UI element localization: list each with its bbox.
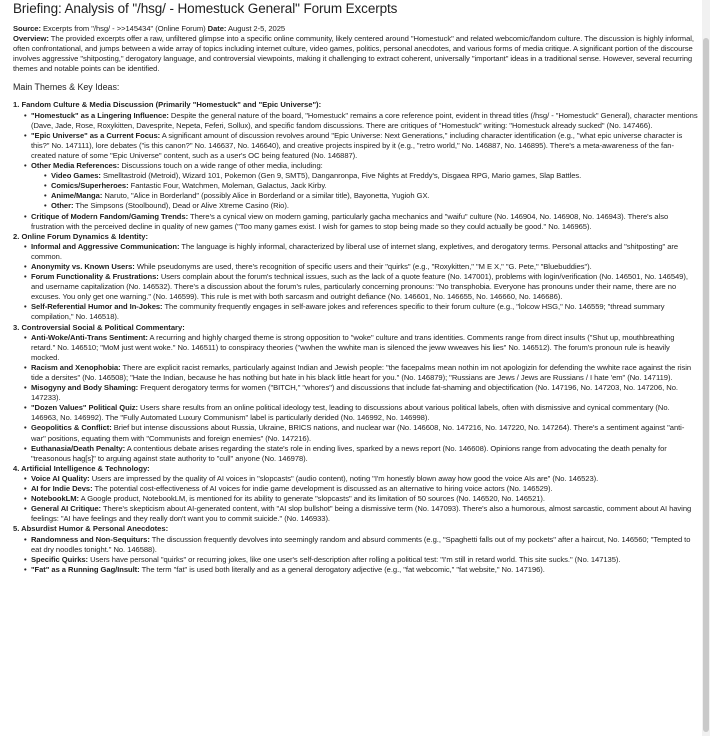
list-item <box>24 363 698 383</box>
item-text: A Google product, NotebookLM, is mentioned for its ability to generate "slopcasts" and its limitation of 50 sources (No. 146520, No. 146521). <box>78 494 545 504</box>
theme-heading: 4. Artificial Intelligence & Technology: <box>13 463 150 473</box>
item-title: Anonymity vs. Known Users: <box>31 261 135 271</box>
sub-item-text: Naruto, "Alice in Borderland" (possibly Alice in Borderland or a similar title), Bayonetta, Yugioh GX. <box>102 191 430 201</box>
item-text: The discussion frequently devolves into seemingly random and absurd comments (e.g., "Spaghetti falls out of my pockets" after a haircut, No. 146560; "Tempted to eat dry noodles tonight." No. 146588). <box>31 534 691 554</box>
item-title: "Epic Universe" as a Current Focus: <box>31 130 161 140</box>
list-item <box>24 565 698 575</box>
item-text: Brief but intense discussions about Russia, Ukraine, BRICS nations, and nuclear war (No. 146608, No. 147216, No. 147220, No. 147264). There's a sentiment against "anti-war" positions, equating them with "Communists and foreign enemies" (No. 147216). <box>31 423 685 443</box>
item-title: Specific Quirks: <box>31 554 89 564</box>
list-item <box>24 242 698 262</box>
theme-heading: 1. Fandom Culture & Media Discussion (Primarily "Homestuck" and "Epic Universe"): <box>13 100 322 110</box>
theme-section <box>13 100 698 231</box>
item-title: "Fat" as a Running Gag/Insult: <box>31 564 140 574</box>
item-title: NotebookLM: <box>31 494 79 504</box>
themes-list <box>13 100 698 574</box>
item-text: There are explicit racist remarks, particularly against Indian and Jewish people: "the facepalms mean nothin im not apologizin for defending the wwhite race against the risin tide a dersites" (No. 146508); "Hate the Indian, because he has nothing but hate in his black little heart for you." (No. 146879); "Russians are Jews / Jews are Russians / I hate 'em" (No. 147119). <box>31 362 692 382</box>
sub-item-label: Video Games: <box>51 171 101 181</box>
item-title: "Dozen Values" Political Quiz: <box>31 403 138 413</box>
item-title: Anti-Woke/Anti-Trans Sentiment: <box>31 332 148 342</box>
list-item <box>24 555 698 565</box>
theme-section <box>13 524 698 574</box>
theme-heading: 5. Absurdist Humor & Personal Anecdotes: <box>13 524 169 534</box>
list-item <box>24 161 698 211</box>
item-title: Critique of Modern Fandom/Gaming Trends: <box>31 211 189 221</box>
list-item <box>24 403 698 423</box>
item-title: General AI Critique: <box>31 504 102 514</box>
item-title: Forum Functionality & Frustrations: <box>31 272 159 282</box>
list-item <box>24 111 698 131</box>
sub-list-item <box>44 201 698 211</box>
sub-item-text: Fantastic Four, Watchmen, Moleman, Galactus, Jack Kirby. <box>128 181 327 191</box>
sub-list-item <box>44 191 698 201</box>
sub-item-label: Anime/Manga: <box>51 191 103 201</box>
item-text: Despite the general nature of the board, "Homestuck" remains a core reference point, evident in thread titles (/hsg/ - "Homestuck" General), character mentions (Dave, Jade, Rose, Roxykitten, Davesprite, Nepeta, Feferi, Sollux), and specific fandom discussions. There are critiques of "Homestuck" writing: "Homestuck already sucked" (No. 147466). <box>31 110 698 130</box>
item-text: A contentious debate arises regarding the state's role in ending lives, sparked by a news report (No. 146608). Opinions range from advocating the death penalty for "treasonous hag[s]" to arguing against state authority to "cull" anyone (No. 146978). <box>31 443 667 463</box>
list-item <box>24 333 698 363</box>
theme-heading: 3. Controversial Social & Political Commentary: <box>13 322 185 332</box>
list-item <box>24 484 698 494</box>
item-text: Users have personal "quirks" or recurring jokes, like one user's self-description after rolling a political test: "I'm still in retard world. This site sucks." (No. 147135). <box>88 554 621 564</box>
overview-paragraph <box>13 34 698 74</box>
item-text: A significant amount of discussion revolves around "Epic Universe: Next Generations," including character identification (e.g., "what epic universe character is this?" No. 147111), lore debates ("is this canon?" No. 146637, No. 146640), and creative projects inspired by it (e.g., "retro world," No. 146887, No. 146895). There's a meta-awareness of the fan-created nature of some "Epic Universe" content, such as a user's OC being featured (No. 146887). <box>31 130 683 160</box>
item-title: "Homestuck" as a Lingering Influence: <box>31 110 169 120</box>
item-text: Users complain about the forum's technical issues, such as the lack of a quote feature (No. 147001), problems with login/verification (No. 146501, No. 146549), and username capitalization (No. 146532). There's a discussion about the forum's rules, particularly concerning pronouns: "No transphobia. Everyone has pronouns under their name, there are no excuses. You only get one warning." (No. 146599). This rule is met with both sarcasm and outright defiance (No. 146601, No. 146655, No. 146660, No. 146686). <box>31 272 688 302</box>
list-item <box>24 423 698 443</box>
sub-list-item <box>44 171 698 181</box>
theme-items <box>13 535 698 575</box>
item-title: Voice AI Quality: <box>31 473 90 483</box>
list-item <box>24 494 698 504</box>
theme-section <box>13 464 698 525</box>
item-text: Users share results from an online political ideology test, leading to discussions about various political labels, often with dismissive and cynical commentary (No. 146963, No. 146992). The "Fully Automated Luxury Communism" label is particularly derided (No. 146992, No. 146998). <box>31 403 670 423</box>
list-item <box>24 131 698 161</box>
item-title: Self-Referential Humor and In-Jokes: <box>31 302 163 312</box>
theme-items <box>13 111 698 232</box>
theme-items <box>13 242 698 323</box>
sub-item-text: Smelltastroid (Metroid), Wizard 101, Pokemon (Gen 9, SMT5), Danganronpa, Five Nights at Freddy's, Disgaea RPG, Mario games, Slap Battles. <box>100 171 582 181</box>
item-text: Users are impressed by the quality of AI voices in "slopcasts" (audio content), noting "I'm honestly blown away how good the voice AIs are" (No. 146523). <box>89 473 599 483</box>
list-item <box>24 212 698 232</box>
item-text: Frequent derogatory terms for women ("BITCH," "whores") and discussions that include fat-shaming and objectification (No. 147196, No. 147203, No. 147206, No. 147233). <box>31 383 678 403</box>
item-text: The language is highly informal, characterized by liberal use of internet slang, expletives, and derogatory terms. Personal attacks and "shitposting" are common. <box>31 241 679 261</box>
theme-section <box>13 232 698 323</box>
list-item <box>24 504 698 524</box>
source-value: Excerpts from "/hsg/ - >>145434" (Online Forum) <box>40 24 208 33</box>
sub-list-item <box>44 181 698 191</box>
item-title: Racism and Xenophobia: <box>31 362 121 372</box>
source-line <box>13 24 698 34</box>
item-text: A recurring and highly charged theme is strong opposition to "woke" culture and trans identities. Comments range from direct insults ("Shut up, mouthbreathing retard." No. 146510; "MoM just went woke." No. 146511) to conspiracy theories ("wwhen the wwhite man is silenced the jeww wweaves his lies" No. 146512). The forum's pronoun rule is heavily mocked. <box>31 332 675 362</box>
item-text: The term "fat" is used both literally and as a general derogatory adjective (e.g., "fat webcomic," "fat website," No. 147196). <box>139 564 545 574</box>
theme-section <box>13 323 698 464</box>
sub-item-label: Other: <box>51 201 74 211</box>
sub-item-label: Comics/Superheroes: <box>51 181 129 191</box>
sub-list <box>31 171 698 211</box>
item-title: Euthanasia/Death Penalty: <box>31 443 126 453</box>
scrollbar-thumb[interactable] <box>703 38 709 732</box>
list-item <box>24 262 698 272</box>
item-title: Other Media References: <box>31 161 120 171</box>
page-title: Briefing: Analysis of "/hsg/ - Homestuck General" Forum Excerpts <box>13 1 398 16</box>
item-text: The community frequently engages in self-aware jokes and references specific to their forum culture (e.g., "lolcow HSG," No. 146559; "thread summary compilation," No. 146518). <box>31 302 665 322</box>
item-text: The potential cost-effectiveness of AI voices for indie game development is discussed as an alternative to hiring voice actors (No. 146529). <box>92 484 553 494</box>
item-text: Discussions touch on a wide range of other media, including: <box>119 161 323 171</box>
list-item <box>24 474 698 484</box>
item-title: Misogyny and Body Shaming: <box>31 383 139 393</box>
item-text: There's skepticism about AI-generated content, with "AI slop bullshot" being a dismissive term (No. 147093). There's also a humorous, almost sarcastic, comment about AI having feelings: "AI have feelings and they really don't want you to commit suicide." (No. 146933). <box>31 504 692 524</box>
theme-heading: 2. Online Forum Dynamics & Identity: <box>13 231 149 241</box>
list-item <box>24 272 698 302</box>
source-label: Source: <box>13 24 41 33</box>
theme-items <box>13 333 698 464</box>
list-item <box>24 535 698 555</box>
item-title: Randomness and Non-Sequiturs: <box>31 534 150 544</box>
section-heading: Main Themes & Key Ideas: <box>13 82 120 93</box>
list-item <box>24 444 698 464</box>
item-title: AI for Indie Devs: <box>31 484 93 494</box>
date-value: August 2-5, 2025 <box>226 24 286 33</box>
item-text: There's a cynical view on modern gaming, particularly gacha mechanics and "waifu" culture (No. 146904, No. 146908, No. 146943). There's also frustration with the perceived decline in quality of new games ("Too many games exist. I wish for games to stop being made so they could actually be good." No. 146965). <box>31 211 669 231</box>
item-title: Geopolitics & Conflict: <box>31 423 112 433</box>
list-item <box>24 383 698 403</box>
vertical-scrollbar[interactable] <box>702 0 710 736</box>
overview-label: Overview: <box>13 34 49 44</box>
date-label: Date: <box>207 24 227 33</box>
overview-text: The provided excerpts offer a raw, unfiltered glimpse into a specific online community, likely centered around "Homestuck" and related webcomic/fandom culture. The discussion is highly informal, often confrontational, and jumps between a wide array of topics including internet culture, video games, politics, personal anecdotes, and various forms of media critique. A significant portion of the discourse involves aggressive "shitposting," derogatory language, and controversial viewpoints, making it challenging to extract coherent, universally "important" ideas in a traditional sense. However, several recurring themes and notable points can be identified. <box>13 34 694 74</box>
item-text: While pseudonyms are used, there's recognition of specific users and their "quirks" (e.g., "Roxykitten," "M E X," "G. Pete," "Bluebuddies"). <box>134 261 592 271</box>
theme-items <box>13 474 698 524</box>
sub-item-text: The Simpsons (Stoolbound), Dead or Alive Xtreme Casino (Rio). <box>73 201 289 211</box>
list-item <box>24 302 698 322</box>
item-title: Informal and Aggressive Communication: <box>31 241 180 251</box>
